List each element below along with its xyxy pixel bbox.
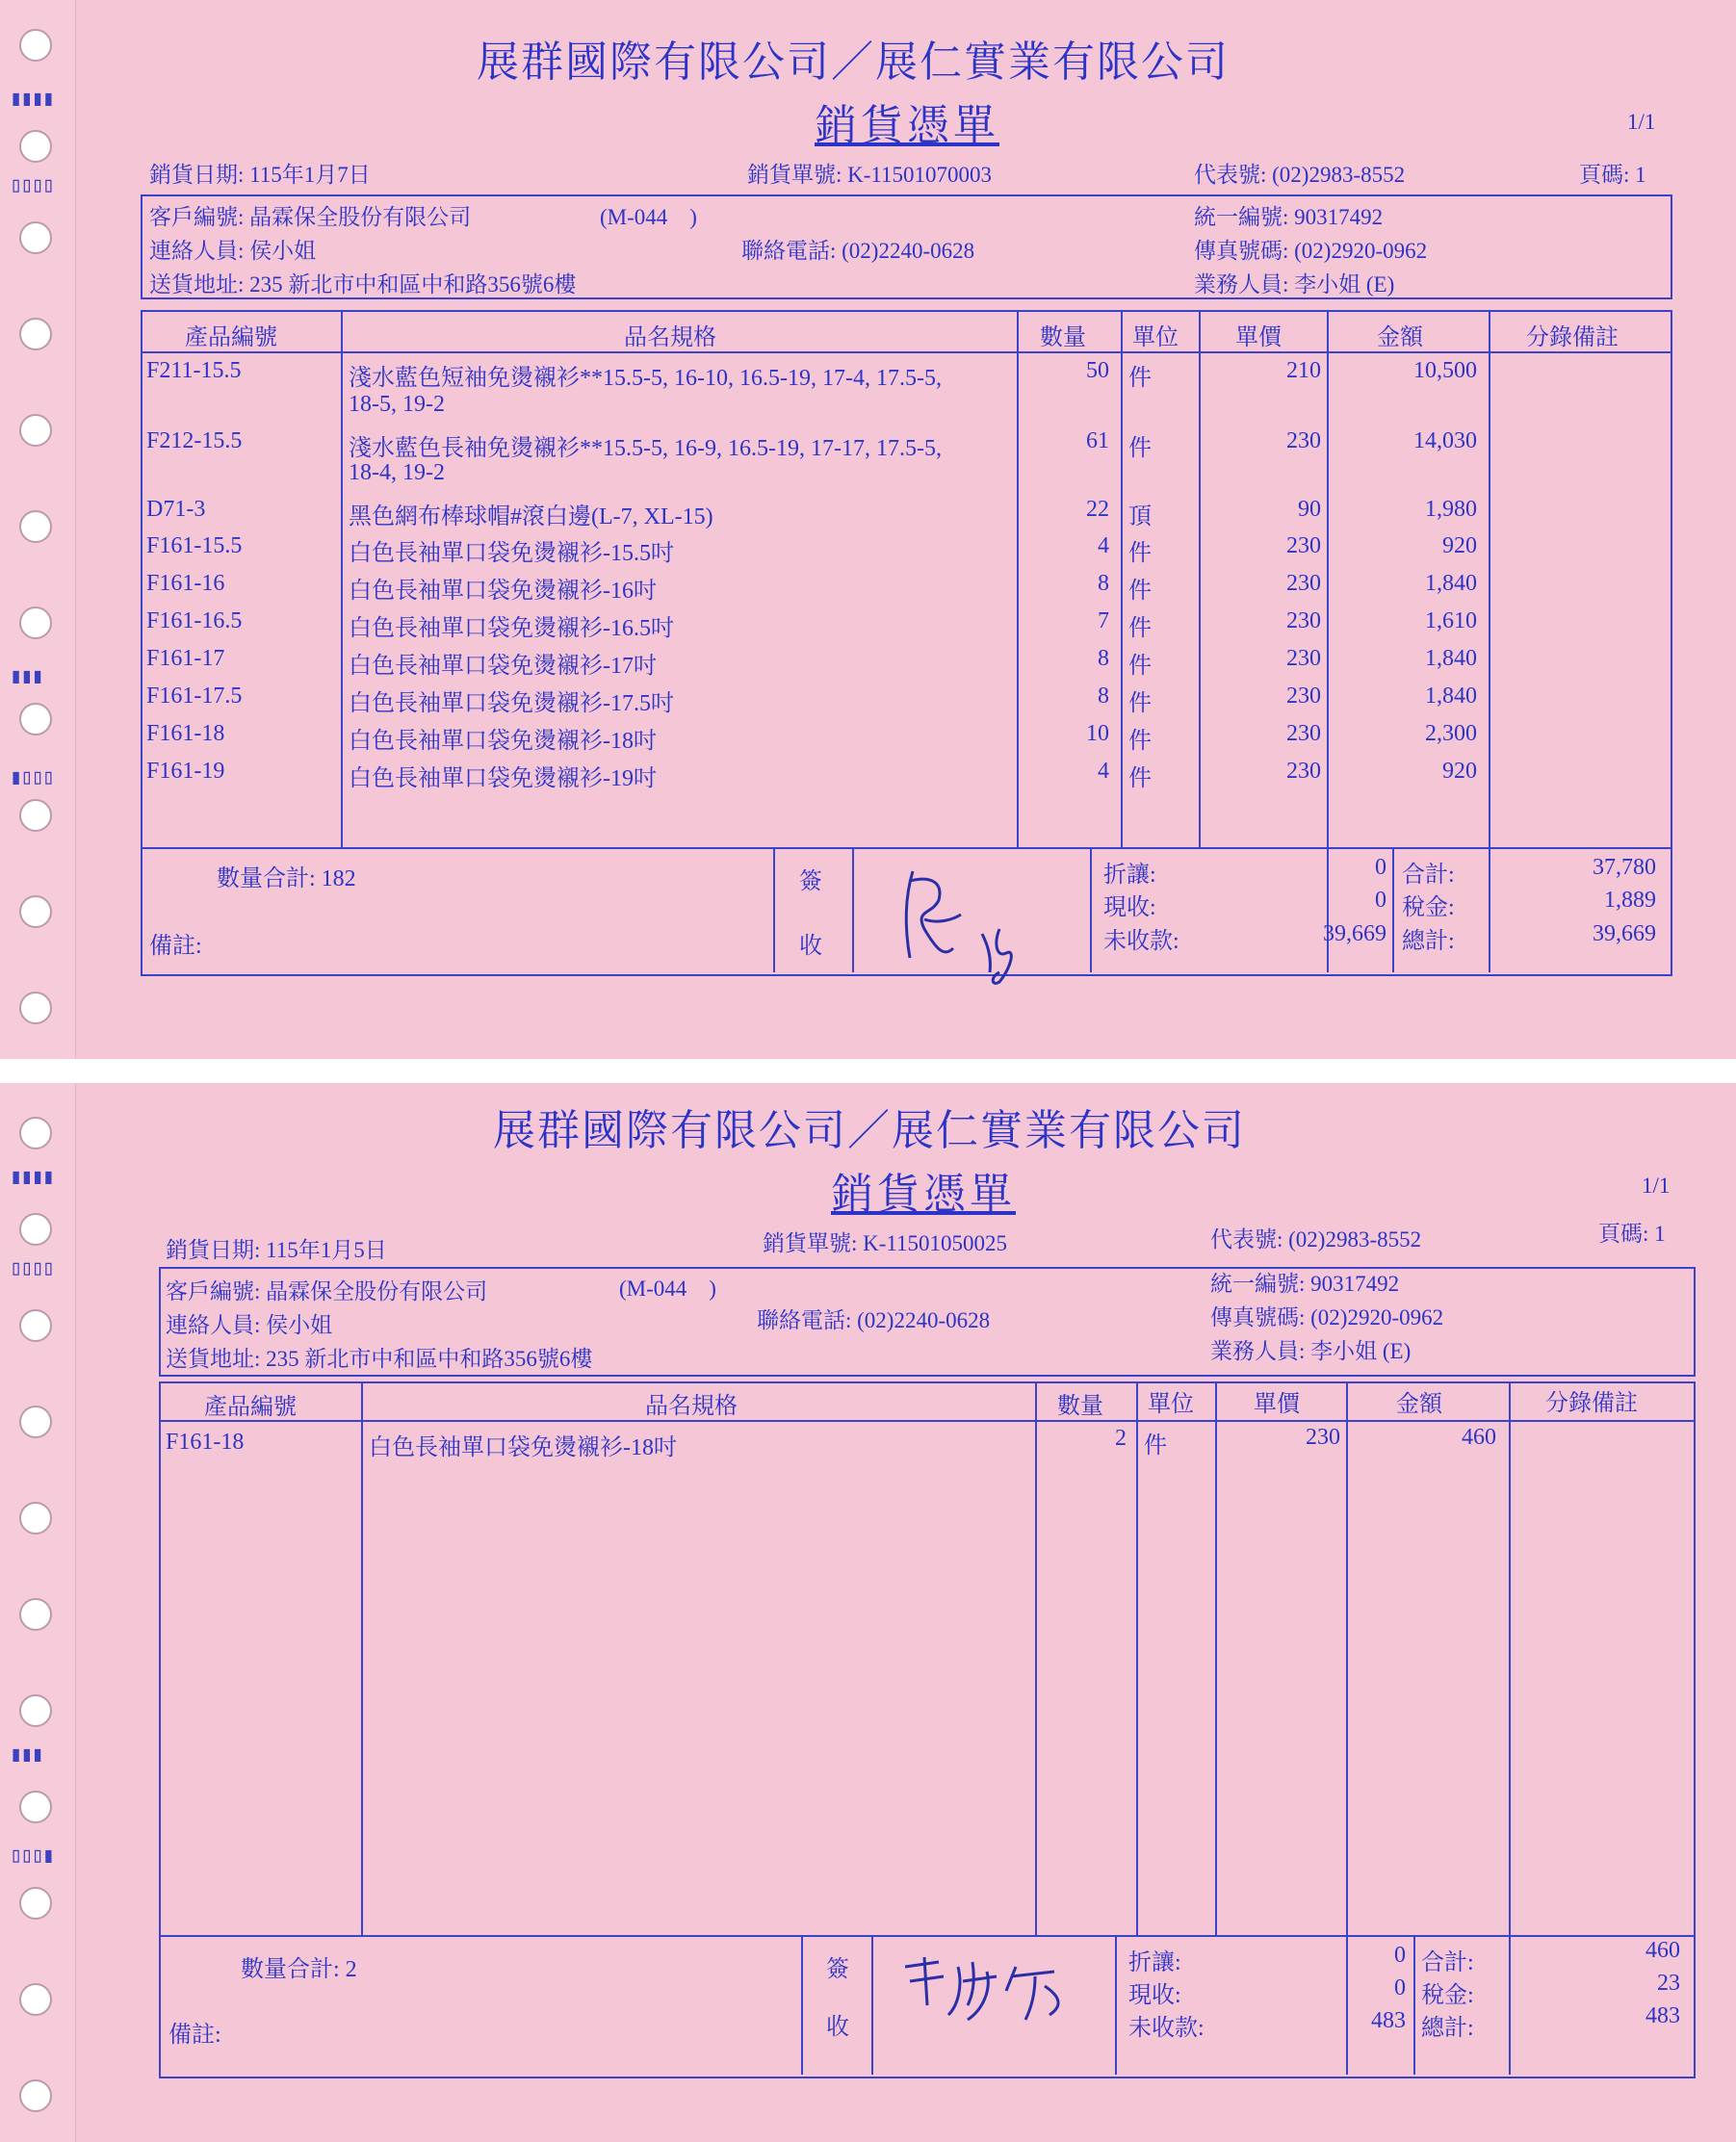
strip-mark-icon: ▯▯▯▯	[10, 1256, 53, 1280]
contact-phone: 聯絡電話: (02)2240-0628	[757, 1308, 991, 1332]
discount-value: 0	[1375, 855, 1386, 880]
total-value: 39,669	[1593, 921, 1656, 946]
delivery-address: 送貨地址: 235 新北市中和區中和路356號6樓	[149, 272, 577, 297]
row-name: 白色長袖單口袋免燙襯衫-17吋	[349, 654, 657, 679]
table-footer-divider	[141, 847, 1671, 849]
col-divider	[1121, 310, 1123, 847]
row-amount: 460	[1462, 1425, 1496, 1450]
header-product-name: 品名規格	[624, 325, 716, 350]
row-unit: 件	[1128, 366, 1152, 391]
contact-person: 連絡人員: 侯小姐	[149, 239, 317, 263]
tax-value: 23	[1657, 1971, 1680, 1996]
subtotal-label: 合計:	[1402, 863, 1455, 888]
customer-id: 客戶編號: 晶霖保全股份有限公司	[149, 205, 472, 229]
feed-hole	[19, 1694, 52, 1727]
row-code: F212-15.5	[146, 428, 243, 453]
row-qty: 10	[1086, 721, 1109, 746]
row-code: F161-16	[146, 571, 225, 596]
strip-mark-icon: ▮▮▮▮	[10, 87, 53, 111]
row-name: 白色長袖單口袋免燙襯衫-18吋	[349, 729, 657, 754]
table-header-divider	[141, 351, 1671, 353]
feed-hole	[19, 1117, 52, 1149]
feed-hole	[19, 414, 52, 447]
tractor-feed-strip	[0, 0, 76, 1059]
header-remarks: 分錄備註	[1545, 1391, 1638, 1416]
strip-mark-icon: ▮▮▮	[10, 1742, 42, 1767]
sales-rep: 業務人員: 李小姐 (E)	[1210, 1339, 1412, 1363]
col-divider	[1035, 1381, 1037, 1935]
row-unit: 件	[1128, 541, 1152, 566]
row-name: 白色長袖單口袋免燙襯衫-16吋	[349, 579, 657, 604]
col-divider	[1509, 1381, 1511, 2075]
footer-divider	[871, 1935, 873, 2075]
row-name: 淺水藍色長袖免燙襯衫**15.5-5, 16-9, 16.5-19, 17-17, 17.5-5,	[349, 436, 942, 461]
subtotal-value: 37,780	[1593, 855, 1656, 880]
header-product-code: 產品編號	[185, 325, 277, 350]
row-code: F211-15.5	[146, 358, 242, 383]
row-code: F161-18	[146, 721, 225, 746]
signature-image	[891, 1938, 1102, 2044]
unpaid-value: 483	[1371, 2008, 1406, 2033]
row-qty: 22	[1086, 497, 1109, 522]
page-fraction: 1/1	[1642, 1174, 1671, 1198]
cash-label: 現收:	[1103, 895, 1156, 920]
header-remarks: 分錄備註	[1526, 325, 1619, 350]
sale-number: 銷貨單號: K-11501050025	[763, 1231, 1008, 1255]
strip-mark-icon: ▮▮▮▮	[10, 1165, 53, 1189]
row-code: F161-15.5	[146, 533, 243, 558]
sale-date: 銷貨日期: 115年1月5日	[166, 1238, 387, 1262]
row-price: 230	[1286, 571, 1321, 596]
quantity-total: 數量合計: 182	[217, 866, 356, 891]
fax-number: 傳真號碼: (02)2920-0962	[1210, 1305, 1444, 1329]
row-amount: 1,840	[1425, 646, 1477, 671]
feed-hole	[19, 799, 52, 832]
strip-mark-icon: ▯▯▯▮	[10, 1844, 53, 1868]
row-price: 230	[1286, 428, 1321, 453]
row-amount: 920	[1442, 533, 1477, 558]
header-amount: 金額	[1377, 325, 1423, 350]
row-amount: 920	[1442, 759, 1477, 784]
row-price: 230	[1286, 721, 1321, 746]
tax-label: 稅金:	[1402, 895, 1455, 920]
feed-hole	[19, 29, 52, 62]
table-header-divider	[159, 1420, 1694, 1422]
row-unit: 件	[1128, 579, 1152, 604]
customer-id: 客戶編號: 晶霖保全股份有限公司	[166, 1279, 488, 1303]
feed-hole	[19, 895, 52, 928]
row-price: 90	[1298, 497, 1321, 522]
strip-mark-icon: ▯▯▯▯	[10, 173, 53, 197]
row-unit: 件	[1128, 766, 1152, 791]
cash-value: 0	[1394, 1975, 1406, 2000]
row-qty: 8	[1098, 684, 1109, 709]
header-quantity: 數量	[1057, 1394, 1103, 1419]
row-amount: 2,300	[1425, 721, 1477, 746]
col-divider	[1136, 1381, 1138, 1935]
footer-divider	[1090, 847, 1092, 972]
company-name: 展群國際有限公司／展仁實業有限公司	[493, 1107, 1246, 1154]
tax-value: 1,889	[1604, 888, 1656, 913]
header-unit: 單位	[1148, 1392, 1194, 1417]
row-unit: 件	[1128, 729, 1152, 754]
footer-divider	[801, 1935, 803, 2075]
row-price: 230	[1286, 646, 1321, 671]
row-qty: 61	[1086, 428, 1109, 453]
feed-hole	[19, 318, 52, 350]
tax-label: 稅金:	[1421, 1983, 1474, 2008]
sale-number: 銷貨單號: K-11501070003	[747, 163, 993, 187]
header-quantity: 數量	[1040, 325, 1086, 350]
contact-phone: 聯絡電話: (02)2240-0628	[741, 239, 975, 263]
row-name-cont: 18-4, 19-2	[349, 460, 445, 485]
header-unit-price: 單價	[1235, 325, 1282, 350]
sales-slip-top	[0, 0, 1736, 1059]
row-amount: 1,610	[1425, 608, 1477, 633]
row-unit: 件	[1128, 691, 1152, 716]
row-name: 白色長袖單口袋免燙襯衫-16.5吋	[349, 616, 674, 641]
tractor-feed-strip	[0, 1083, 76, 2142]
cash-value: 0	[1375, 888, 1386, 913]
row-code: F161-19	[146, 759, 225, 784]
row-code: F161-16.5	[146, 608, 243, 633]
row-name: 白色長袖單口袋免燙襯衫-19吋	[349, 766, 657, 791]
cash-label: 現收:	[1128, 1983, 1181, 2008]
row-price: 230	[1286, 759, 1321, 784]
document-title: 銷貨憑單	[831, 1171, 1016, 1218]
feed-hole	[19, 992, 52, 1024]
row-code: F161-17.5	[146, 684, 243, 709]
company-name: 展群國際有限公司／展仁實業有限公司	[477, 39, 1230, 86]
feed-hole	[19, 221, 52, 254]
row-qty: 4	[1098, 759, 1109, 784]
sign-label: 簽	[799, 869, 822, 894]
row-price: 210	[1286, 358, 1321, 383]
feed-hole	[19, 703, 52, 736]
representative-phone: 代表號: (02)2983-8552	[1210, 1227, 1422, 1252]
feed-hole	[19, 606, 52, 639]
feed-hole	[19, 1406, 52, 1438]
page-number: 頁碼: 1	[1598, 1222, 1666, 1246]
footer-divider	[773, 847, 775, 972]
row-unit: 頂	[1128, 504, 1152, 529]
col-divider	[361, 1381, 363, 1935]
total-label: 總計:	[1421, 2016, 1474, 2041]
feed-hole	[19, 1502, 52, 1535]
receive-label: 收	[799, 934, 822, 959]
signature-image	[886, 852, 1059, 996]
footer-divider	[1413, 1935, 1415, 2075]
discount-label: 折讓:	[1128, 1950, 1181, 1975]
row-unit: 件	[1144, 1433, 1167, 1458]
row-name: 白色長袖單口袋免燙襯衫-17.5吋	[349, 691, 674, 716]
contact-person: 連絡人員: 侯小姐	[166, 1313, 333, 1337]
row-amount: 14,030	[1413, 428, 1477, 453]
row-unit: 件	[1128, 436, 1152, 461]
col-divider	[1215, 1381, 1217, 1935]
row-name: 淺水藍色短袖免燙襯衫**15.5-5, 16-10, 16.5-19, 17-4, 17.5-5,	[349, 366, 942, 391]
unpaid-label: 未收款:	[1128, 2016, 1205, 2041]
receive-label: 收	[826, 2015, 849, 2040]
row-name: 白色長袖單口袋免燙襯衫-15.5吋	[349, 541, 674, 566]
row-qty: 7	[1098, 608, 1109, 633]
sale-date: 銷貨日期: 115年1月7日	[149, 163, 371, 187]
header-amount: 金額	[1396, 1392, 1442, 1417]
feed-hole	[19, 1887, 52, 1920]
quantity-total: 數量合計: 2	[241, 1957, 357, 1982]
row-price: 230	[1286, 533, 1321, 558]
strip-mark-icon: ▮▮▮	[10, 664, 42, 688]
row-qty: 4	[1098, 533, 1109, 558]
row-code: F161-17	[146, 646, 225, 671]
header-product-code: 產品編號	[204, 1395, 297, 1420]
feed-hole	[19, 1598, 52, 1631]
representative-phone: 代表號: (02)2983-8552	[1194, 163, 1406, 187]
page-number: 頁碼: 1	[1579, 163, 1646, 187]
col-divider	[1489, 310, 1490, 972]
row-amount: 1,840	[1425, 571, 1477, 596]
row-price: 230	[1286, 684, 1321, 709]
row-unit: 件	[1128, 654, 1152, 679]
row-name-cont: 18-5, 19-2	[349, 392, 445, 417]
fax-number: 傳真號碼: (02)2920-0962	[1194, 239, 1428, 263]
col-divider	[1346, 1381, 1348, 2075]
footer-divider	[852, 847, 854, 972]
row-unit: 件	[1128, 616, 1152, 641]
feed-hole	[19, 1791, 52, 1823]
sign-label: 簽	[826, 1957, 849, 1982]
row-amount: 1,840	[1425, 684, 1477, 709]
strip-mark-icon: ▮▯▯▯	[10, 765, 53, 789]
subtotal-label: 合計:	[1421, 1950, 1474, 1975]
row-code: D71-3	[146, 497, 206, 522]
unpaid-label: 未收款:	[1103, 929, 1179, 954]
feed-hole	[19, 2079, 52, 2112]
total-label: 總計:	[1402, 929, 1455, 954]
row-name: 黑色網布棒球帽#滾白邊(L-7, XL-15)	[349, 504, 713, 529]
row-price: 230	[1306, 1425, 1340, 1450]
delivery-address: 送貨地址: 235 新北市中和區中和路356號6樓	[166, 1347, 593, 1371]
remarks-label: 備註:	[149, 934, 202, 959]
discount-value: 0	[1394, 1943, 1406, 1968]
sales-rep: 業務人員: 李小姐 (E)	[1194, 272, 1395, 297]
row-code: F161-18	[166, 1430, 245, 1455]
document-title: 銷貨憑單	[815, 102, 999, 149]
feed-hole	[19, 1983, 52, 2016]
header-unit-price: 單價	[1254, 1392, 1300, 1417]
footer-divider	[1392, 847, 1394, 972]
row-amount: 1,980	[1425, 497, 1477, 522]
customer-code: (M-044 )	[600, 205, 697, 229]
row-qty: 8	[1098, 646, 1109, 671]
row-name: 白色長袖單口袋免燙襯衫-18吋	[369, 1435, 677, 1460]
feed-hole	[19, 130, 52, 163]
feed-hole	[19, 1309, 52, 1342]
customer-code: (M-044 )	[619, 1277, 716, 1301]
feed-hole	[19, 510, 52, 543]
tax-id: 統一編號: 90317492	[1210, 1272, 1400, 1296]
feed-hole	[19, 1213, 52, 1246]
header-unit: 單位	[1132, 325, 1179, 350]
row-qty: 8	[1098, 571, 1109, 596]
row-amount: 10,500	[1413, 358, 1477, 383]
row-qty: 2	[1115, 1426, 1127, 1451]
header-product-name: 品名規格	[645, 1394, 738, 1419]
tax-id: 統一編號: 90317492	[1194, 205, 1384, 229]
footer-divider	[1115, 1935, 1117, 2075]
total-value: 483	[1645, 2003, 1680, 2028]
subtotal-value: 460	[1645, 1938, 1680, 1963]
row-price: 230	[1286, 608, 1321, 633]
remarks-label: 備註:	[168, 2023, 221, 2048]
table-footer-divider	[159, 1935, 1694, 1937]
page-fraction: 1/1	[1627, 110, 1656, 134]
discount-label: 折讓:	[1103, 863, 1156, 888]
sales-slip-bottom	[0, 1083, 1736, 2142]
col-divider	[1199, 310, 1201, 847]
unpaid-value: 39,669	[1323, 921, 1386, 946]
row-qty: 50	[1086, 358, 1109, 383]
col-divider	[341, 310, 343, 847]
col-divider	[1017, 310, 1019, 847]
